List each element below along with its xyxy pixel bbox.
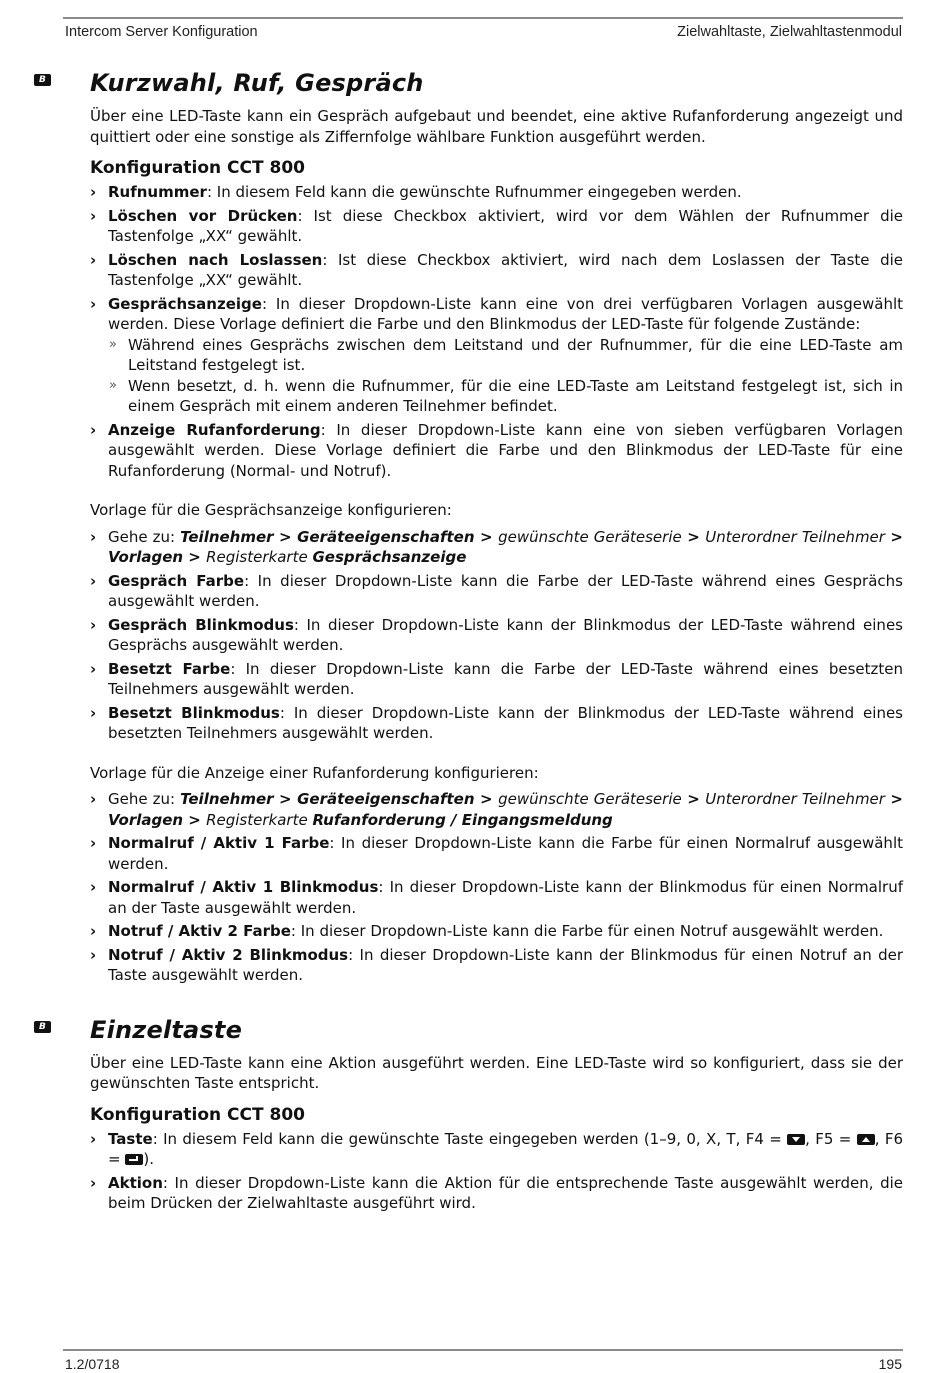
config-heading-einzeltaste: Konfiguration CCT 800 [90, 1104, 305, 1125]
config-list [90, 182, 903, 481]
list-item: › Anzeige Rufanforderung: In dieser Dropdown-Liste kann eine von sieben verfügbaren Vorlagen ausgewählt werden. Diese Vorlage definiert die Farbe und den Blinkmodus der LED-Taste für eine Rufanforderung (Normal- und Notruf). [90, 420, 903, 480]
section-marker-icon: B [34, 1021, 51, 1033]
page-header [65, 24, 902, 40]
double-chevron-icon: » [109, 336, 117, 352]
header-left: Intercom Server Konfiguration [65, 24, 258, 40]
list-item: › Normalruf / Aktiv 1 Farbe: In dieser Dropdown-Liste kann die Farbe für einen Normalruf ausgewählt werden. [90, 834, 903, 873]
chevron-right-icon: › [90, 206, 97, 225]
section-title-einzeltaste: B Einzeltaste [90, 1013, 903, 1047]
sub-list-item: » Während eines Gesprächs zwischen dem Leitstand und der Rufnummer, für die eine LED-Taste am Leitstand festgelegt ist. [109, 335, 903, 374]
chevron-right-icon: › [90, 420, 97, 439]
page-content [38, 66, 904, 1217]
chevron-right-icon: › [90, 571, 97, 590]
footer-version: 1.2/0718 [65, 1356, 120, 1372]
page-footer [65, 1356, 902, 1372]
chevron-right-icon: › [90, 250, 97, 269]
chevron-right-icon: › [90, 703, 97, 722]
vorlage-ruf-intro: Vorlage für die Anzeige einer Rufanforderung konfigurieren: [90, 763, 539, 782]
chevron-right-icon: › [90, 878, 97, 896]
chevron-right-icon: › [90, 183, 97, 201]
list-item: › Rufnummer: In diesem Feld kann die gewünschte Rufnummer eingegeben werden. [90, 183, 742, 201]
chevron-right-icon: › [90, 790, 97, 808]
section-title-kurzwahl: B Kurzwahl, Ruf, Gespräch [90, 66, 903, 100]
list-item: › Besetzt Blinkmodus: In dieser Dropdown-Liste kann der Blinkmodus der LED-Taste während eines besetzten Teilnehmers ausgewählt werden. [90, 703, 904, 742]
sub-list-item: » Wenn besetzt, d. h. wenn die Rufnummer, für die eine LED-Taste am Leitstand festgelegt ist, sich in einem Gespräch mit einem anderen Teilnehmer befindet. [109, 376, 903, 415]
chevron-right-icon: › [90, 659, 97, 678]
list-item: › Löschen vor Drücken: Ist diese Checkbox aktiviert, wird vor dem Wählen der Rufnummer die Tastenfolge „XX“ gewählt. [90, 206, 903, 245]
arrow-down-key-icon [787, 1134, 805, 1145]
chevron-right-icon: › [90, 615, 97, 634]
chevron-right-icon: › [90, 922, 97, 940]
einzeltaste-intro: Über eine LED-Taste kann eine Aktion ausgeführt werden. Eine LED-Taste wird so konfiguriert, dass sie der gewünschten Taste entspricht. [90, 1053, 903, 1092]
section-marker-icon: B [34, 74, 51, 86]
navigation-path: › Gehe zu: Teilnehmer > Geräteeigenschaften > gewünschte Geräteserie > Unterordner Teilnehmer > Vorlagen > Registerkarte Gesprächsanzeige [90, 527, 904, 566]
sub-list [108, 335, 903, 417]
config-heading: Konfiguration CCT 800 [90, 158, 305, 178]
list-item: › Gespräch Blinkmodus: In dieser Dropdown-Liste kann der Blinkmodus der LED-Taste während eines Gesprächs ausgewählt werden. [90, 615, 903, 654]
vorlage-ruf-list [90, 789, 903, 986]
vorlage-gespraech-intro: Vorlage für die Gesprächsanzeige konfigurieren: [90, 501, 452, 519]
chevron-right-icon: › [90, 1129, 97, 1148]
chevron-right-icon: › [90, 1173, 97, 1192]
chevron-right-icon: › [90, 527, 97, 546]
chevron-right-icon: › [90, 945, 97, 964]
list-item-aktion: › Aktion: In dieser Dropdown-Liste kann die Aktion für die entsprechende Taste ausgewählt werden, die beim Drücken der Zielwahltaste ausgeführt wird. [90, 1173, 903, 1212]
arrow-up-key-icon [857, 1134, 875, 1145]
vorlage-gespraech-list [90, 527, 903, 744]
intro-paragraph: Über eine LED-Taste kann ein Gespräch aufgebaut und beendet, eine aktive Rufanforderung angezeigt und quittiert oder eine sonstige als Ziffernfolge wählbare Funktion ausgeführt werden. [90, 107, 903, 146]
return-key-icon [125, 1154, 143, 1165]
list-item: › Gespräch Farbe: In dieser Dropdown-Liste kann die Farbe der LED-Taste während eines Gesprächs ausgewählt werden. [90, 571, 903, 610]
header-rule [63, 17, 903, 19]
list-item: › Notruf / Aktiv 2 Blinkmodus: In dieser Dropdown-Liste kann der Blinkmodus für einen Notruf an der Taste ausgewählt werden. [90, 945, 904, 984]
list-item: › Gesprächsanzeige: In dieser Dropdown-Liste kann eine von drei verfügbaren Vorlagen ausgewählt werden. Diese Vorlage definiert die Farbe und den Blinkmodus der LED-Taste für folgende Zustände: » Während eines Gesprächs zwischen dem Leitstand und der Rufnummer, für die eine LED-Taste am Leitstand festgelegt ist. » Wenn besetzt, d. h. wenn die Rufnummer, für die eine LED-Taste am Leitstand festgelegt ist, sich in einem Gespräch mit einem anderen Teilnehmer befindet. [90, 294, 903, 415]
chevron-right-icon: › [90, 294, 97, 313]
page-number: 195 [878, 1356, 902, 1372]
navigation-path: › Gehe zu: Teilnehmer > Geräteeigenschaften > gewünschte Geräteserie > Unterordner Teilnehmer > Vorlagen > Registerkarte Rufanforderung / Eingangsmeldung [90, 790, 904, 829]
list-item: › Normalruf / Aktiv 1 Blinkmodus: In dieser Dropdown-Liste kann der Blinkmodus für einen Normalruf an der Taste ausgewählt werden. [90, 878, 903, 917]
header-right: Zielwahltaste, Zielwahltastenmodul [677, 24, 902, 40]
double-chevron-icon: » [109, 377, 117, 393]
list-item: › Notruf / Aktiv 2 Farbe: In dieser Dropdown-Liste kann die Farbe für einen Notruf ausgewählt werden. [90, 922, 884, 940]
list-item: › Löschen nach Loslassen: Ist diese Checkbox aktiviert, wird nach dem Loslassen der Taste die Tastenfolge „XX“ gewählt. [90, 250, 903, 289]
footer-rule [63, 1349, 903, 1351]
list-item: › Besetzt Farbe: In dieser Dropdown-Liste kann die Farbe der LED-Taste während eines besetzten Teilnehmers ausgewählt werden. [90, 659, 903, 698]
einzeltaste-list [90, 1129, 903, 1214]
list-item-taste: › Taste: In diesem Feld kann die gewünschte Taste eingegeben werden (1–9, 0, X, T, F4 = , F5 = , F6 = ). [90, 1129, 903, 1168]
chevron-right-icon: › [90, 834, 97, 852]
